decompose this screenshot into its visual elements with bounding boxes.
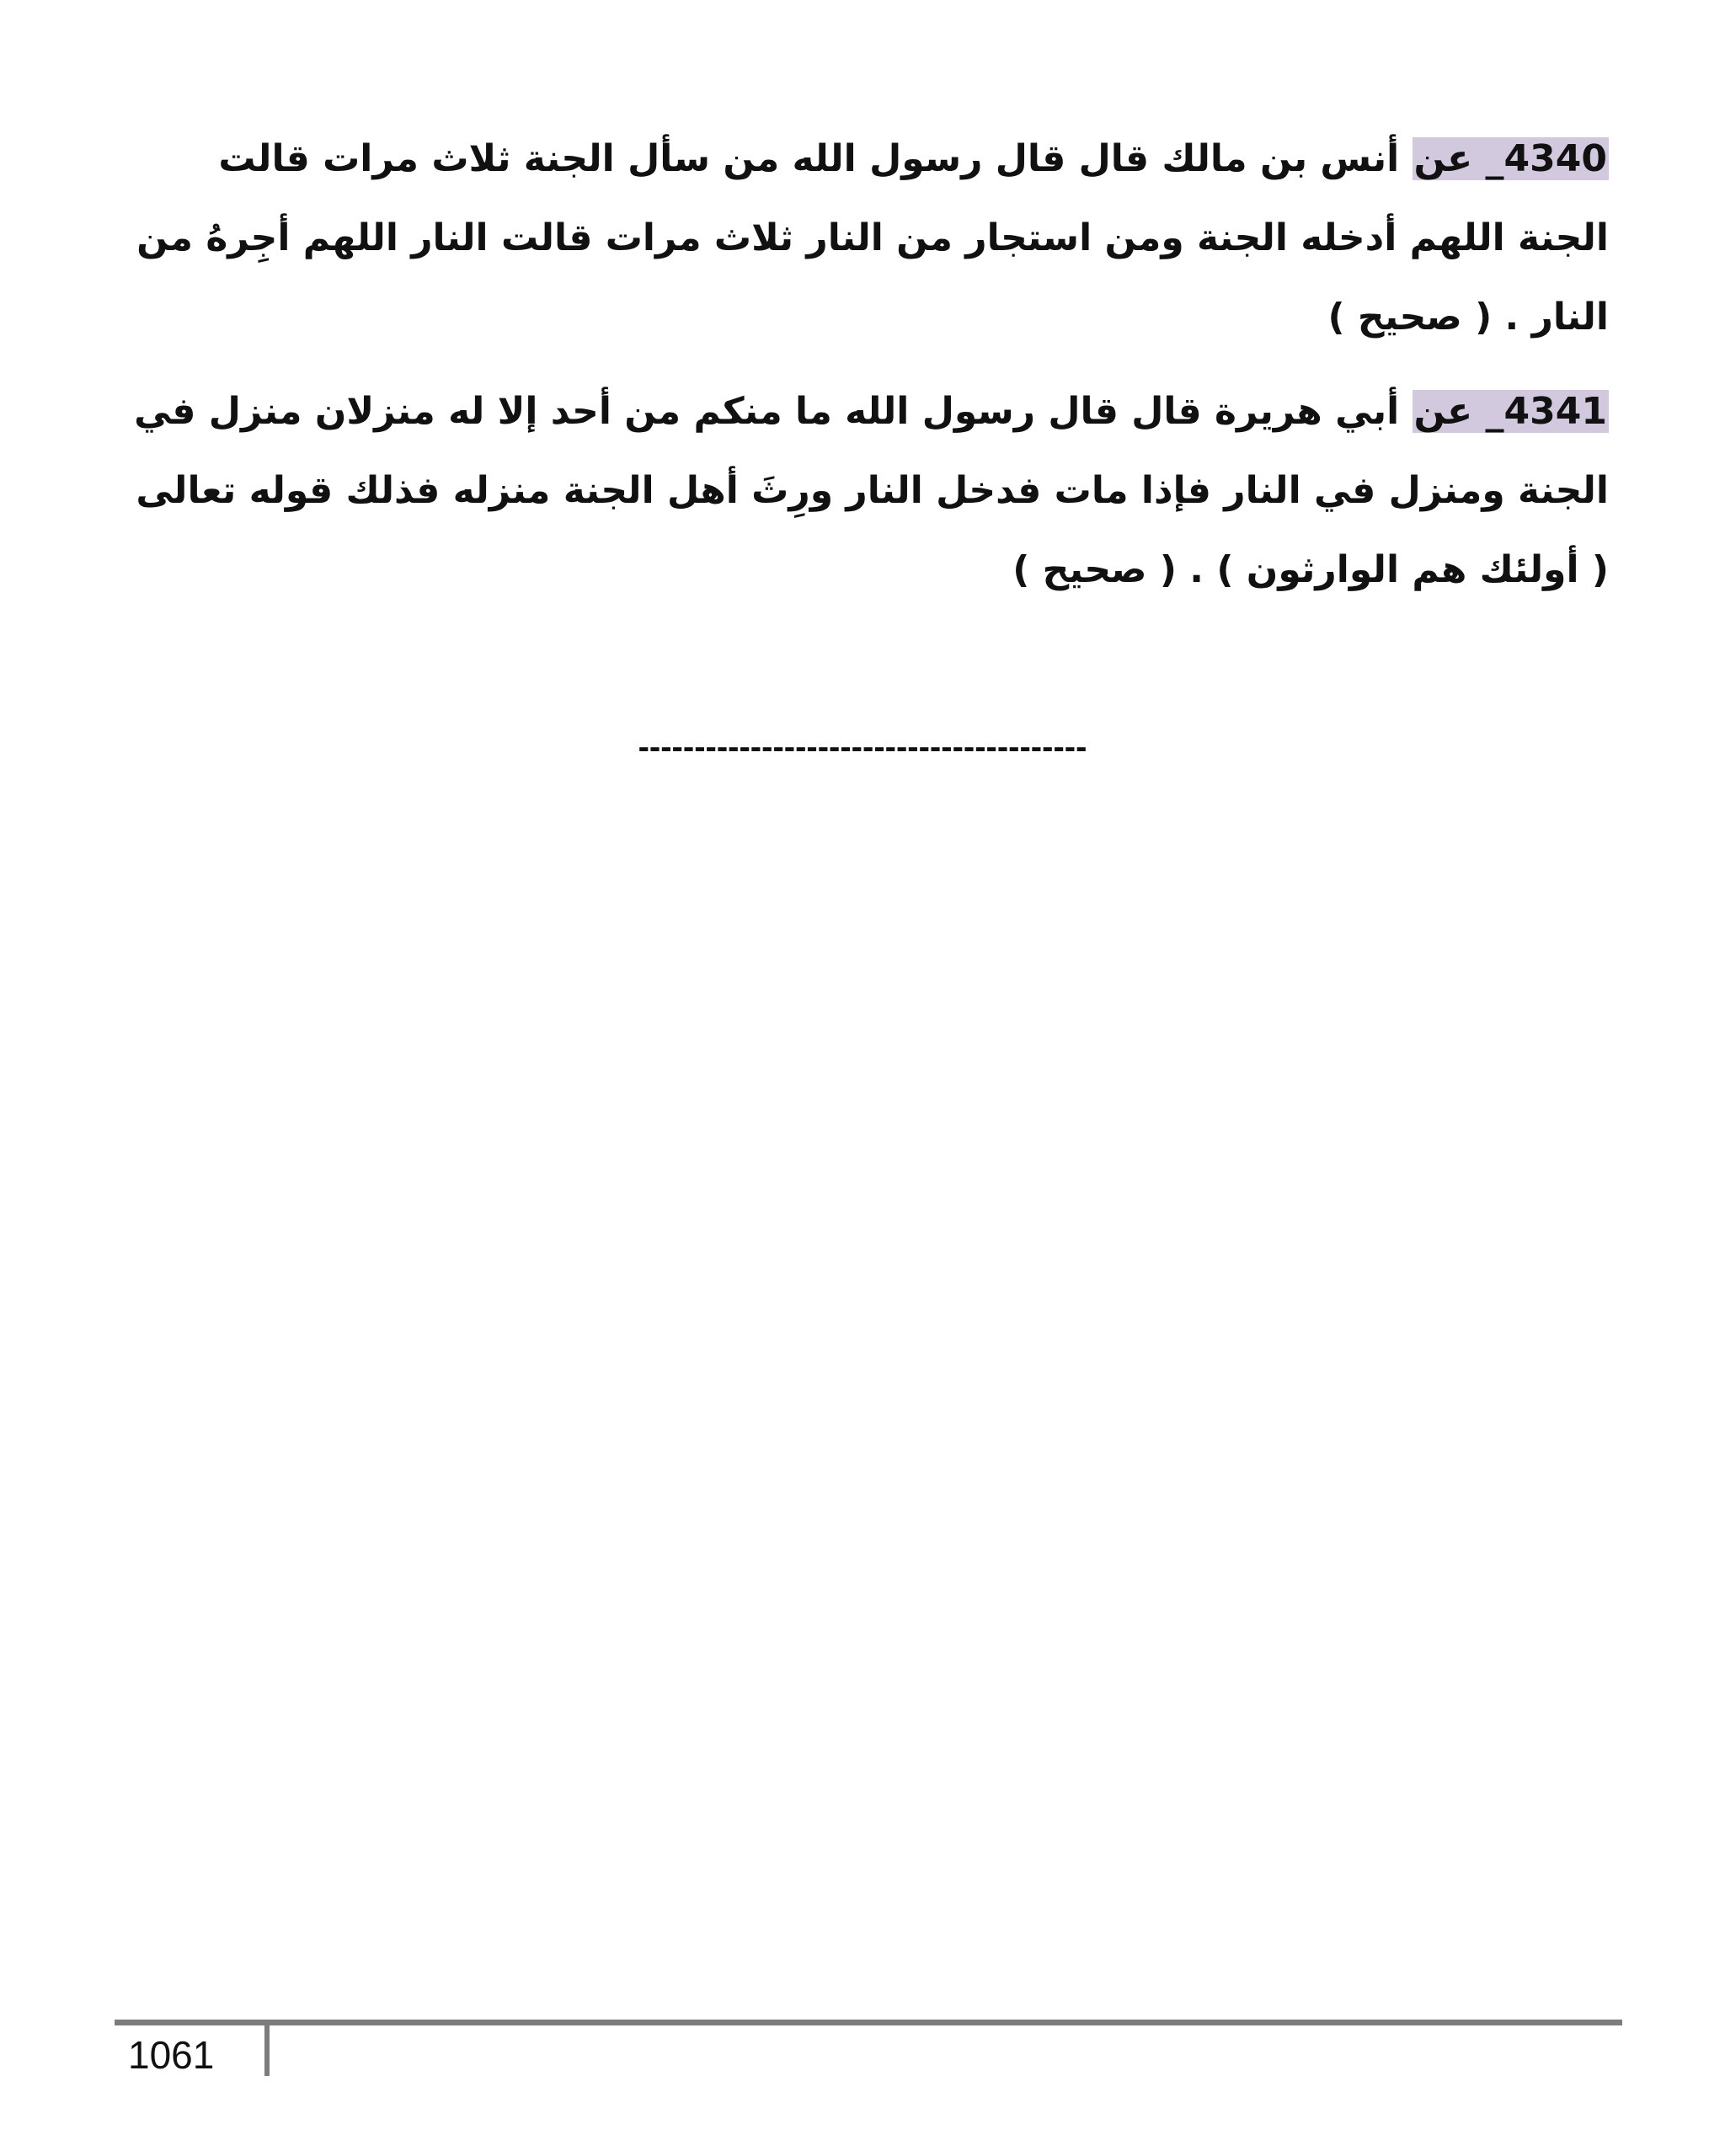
section-separator: ----------------------------------------	[638, 728, 1087, 766]
footer-divider-tick	[264, 2024, 270, 2076]
hadith-number-highlight: 4341_ عن	[1413, 390, 1607, 433]
footer-rule	[115, 2020, 1622, 2025]
hadith-4340	[126, 120, 1609, 357]
hadith-text: أبي هريرة قال قال رسول الله ما منكم من أحد إلا له منزلان منزل في الجنة ومنزل في النار فإذا مات فدخل النار ورِثَ أهل الجنة منزله فذلك قوله تعالى ( أولئك هم الوارثون ) . ( صحيح )	[134, 390, 1609, 591]
hadith-text: أنس بن مالك قال قال رسول الله من سأل الجنة ثلاث مرات قالت الجنة اللهم أدخله الجنة ومن استجار من النار ثلاث مرات قالت النار اللهم أجِرهُ من النار . ( صحيح )	[136, 137, 1609, 339]
page-number: 1061	[128, 2033, 215, 2077]
hadith-4341	[126, 372, 1609, 610]
hadith-number-highlight: 4340_ عن	[1413, 137, 1607, 180]
